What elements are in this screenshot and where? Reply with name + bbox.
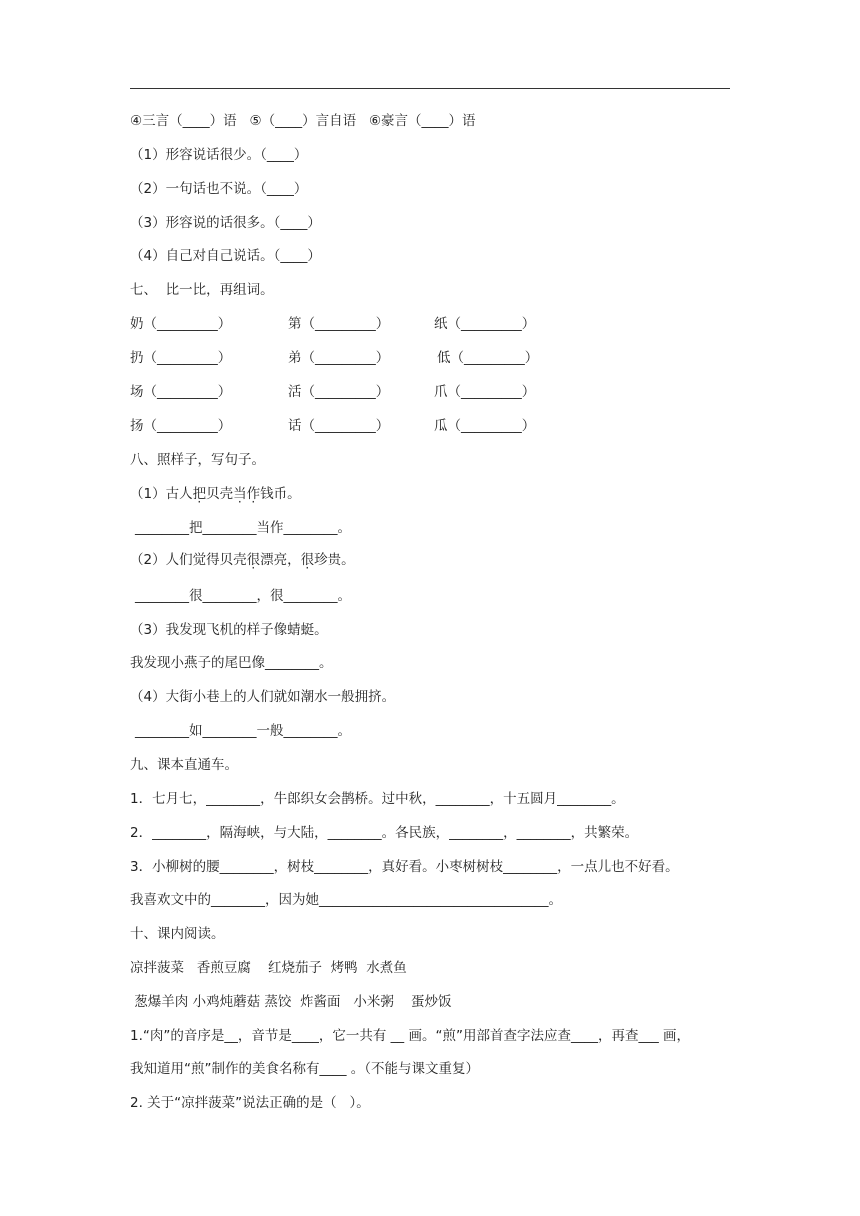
food-list-2: 葱爆羊肉 小鸡炖蘑菇 蒸饺 炸酱面 小米粥 蛋炒饭 xyxy=(130,994,452,1010)
example-1-prefix: （1）古人 xyxy=(130,486,193,502)
example-2-prefix: （2）人们觉得贝壳 xyxy=(130,552,247,568)
example-4: （4）大街小巷上的人们就如潮水一般拥挤。 xyxy=(130,689,396,705)
section-10-heading: 十、课内阅读。 xyxy=(130,926,225,942)
recite-line-2: 2．________，隔海峡，与大陆，________。各民族，________，________，共繁荣。 xyxy=(130,825,639,841)
section-9-heading: 九、课本直通车。 xyxy=(130,757,238,773)
word-cell: 低（_________） xyxy=(437,350,539,366)
emphasis-char: 当 xyxy=(233,486,247,502)
emphasis-char: 很 xyxy=(300,552,315,568)
question-4: （4）自己对自己说话。（____） xyxy=(130,248,321,264)
question-3: （3）形容说的话很多。（____） xyxy=(130,215,321,231)
reading-question-1: 1.“肉”的音序是__，音节是____，它一共有 __ 画。“煎”用部首查字法应查____，再查___ 画， xyxy=(130,1028,690,1044)
header-rule xyxy=(130,88,730,89)
recite-line-3: 3．小柳树的腰________，树枝________，真好看。小枣树树枝________，一点儿也不好看。 xyxy=(130,859,679,875)
reading-question-2: 2. 关于“凉拌菠菜”说法正确的是（ ）。 xyxy=(130,1095,370,1111)
example-2-mid: 漂亮， xyxy=(260,552,301,568)
example-1-suffix: 钱币。 xyxy=(260,486,301,502)
word-cell: 第（_________） xyxy=(288,316,390,332)
food-list-1: 凉拌菠菜 香煎豆腐 红烧茄子 烤鸭 水煮鱼 xyxy=(130,960,407,976)
word-cell: 场（_________） xyxy=(130,384,232,400)
word-cell: 弟（_________） xyxy=(288,350,390,366)
example-1-mid: 贝壳 xyxy=(206,486,234,502)
example-2 xyxy=(130,551,355,569)
word-cell: 扬（_________） xyxy=(130,418,232,434)
example-1-blank: ________把________当作________。 xyxy=(135,520,351,536)
emphasis-char: 很 xyxy=(246,552,261,568)
section-8-heading: 八、照样子，写句子。 xyxy=(130,452,265,468)
example-1 xyxy=(130,485,301,503)
example-2-blank: ________很________，很________。 xyxy=(135,588,351,604)
question-2: （2）一句话也不说。（____） xyxy=(130,181,308,197)
question-1: （1）形容说话很少。（____） xyxy=(130,147,308,163)
reading-question-1-cont: 我知道用“煎”制作的美食名称有____ 。（不能与课文重复） xyxy=(130,1061,480,1077)
section-7-heading: 七、 比一比，再组词。 xyxy=(130,282,274,298)
word-cell: 奶（_________） xyxy=(130,316,232,332)
word-cell: 扔（_________） xyxy=(130,350,232,366)
recite-line-1: 1．七月七，________，牛郎织女会鹊桥。过中秋，________，十五圆月________。 xyxy=(130,791,625,807)
word-cell: 瓜（_________） xyxy=(434,418,536,434)
emphasis-char: 把 xyxy=(192,486,207,502)
emphasis-char: 作 xyxy=(246,486,261,502)
word-cell: 爪（_________） xyxy=(434,384,536,400)
recite-line-4: 我喜欢文中的________，因为她__________________________________。 xyxy=(130,892,562,908)
example-2-suffix: 珍贵。 xyxy=(314,552,355,568)
example-3: （3）我发现飞机的样子像蜻蜓。 xyxy=(130,622,328,638)
word-cell: 话（_________） xyxy=(288,418,390,434)
example-3-blank: 我发现小燕子的尾巴像________。 xyxy=(130,655,333,671)
word-cell: 活（_________） xyxy=(288,384,390,400)
word-cell: 纸（_________） xyxy=(434,316,536,332)
idioms-row: ④三言（____）语 ⑤（____）言自语 ⑥豪言（____）语 xyxy=(130,113,476,129)
example-4-blank: ________如________一般________。 xyxy=(135,723,351,739)
